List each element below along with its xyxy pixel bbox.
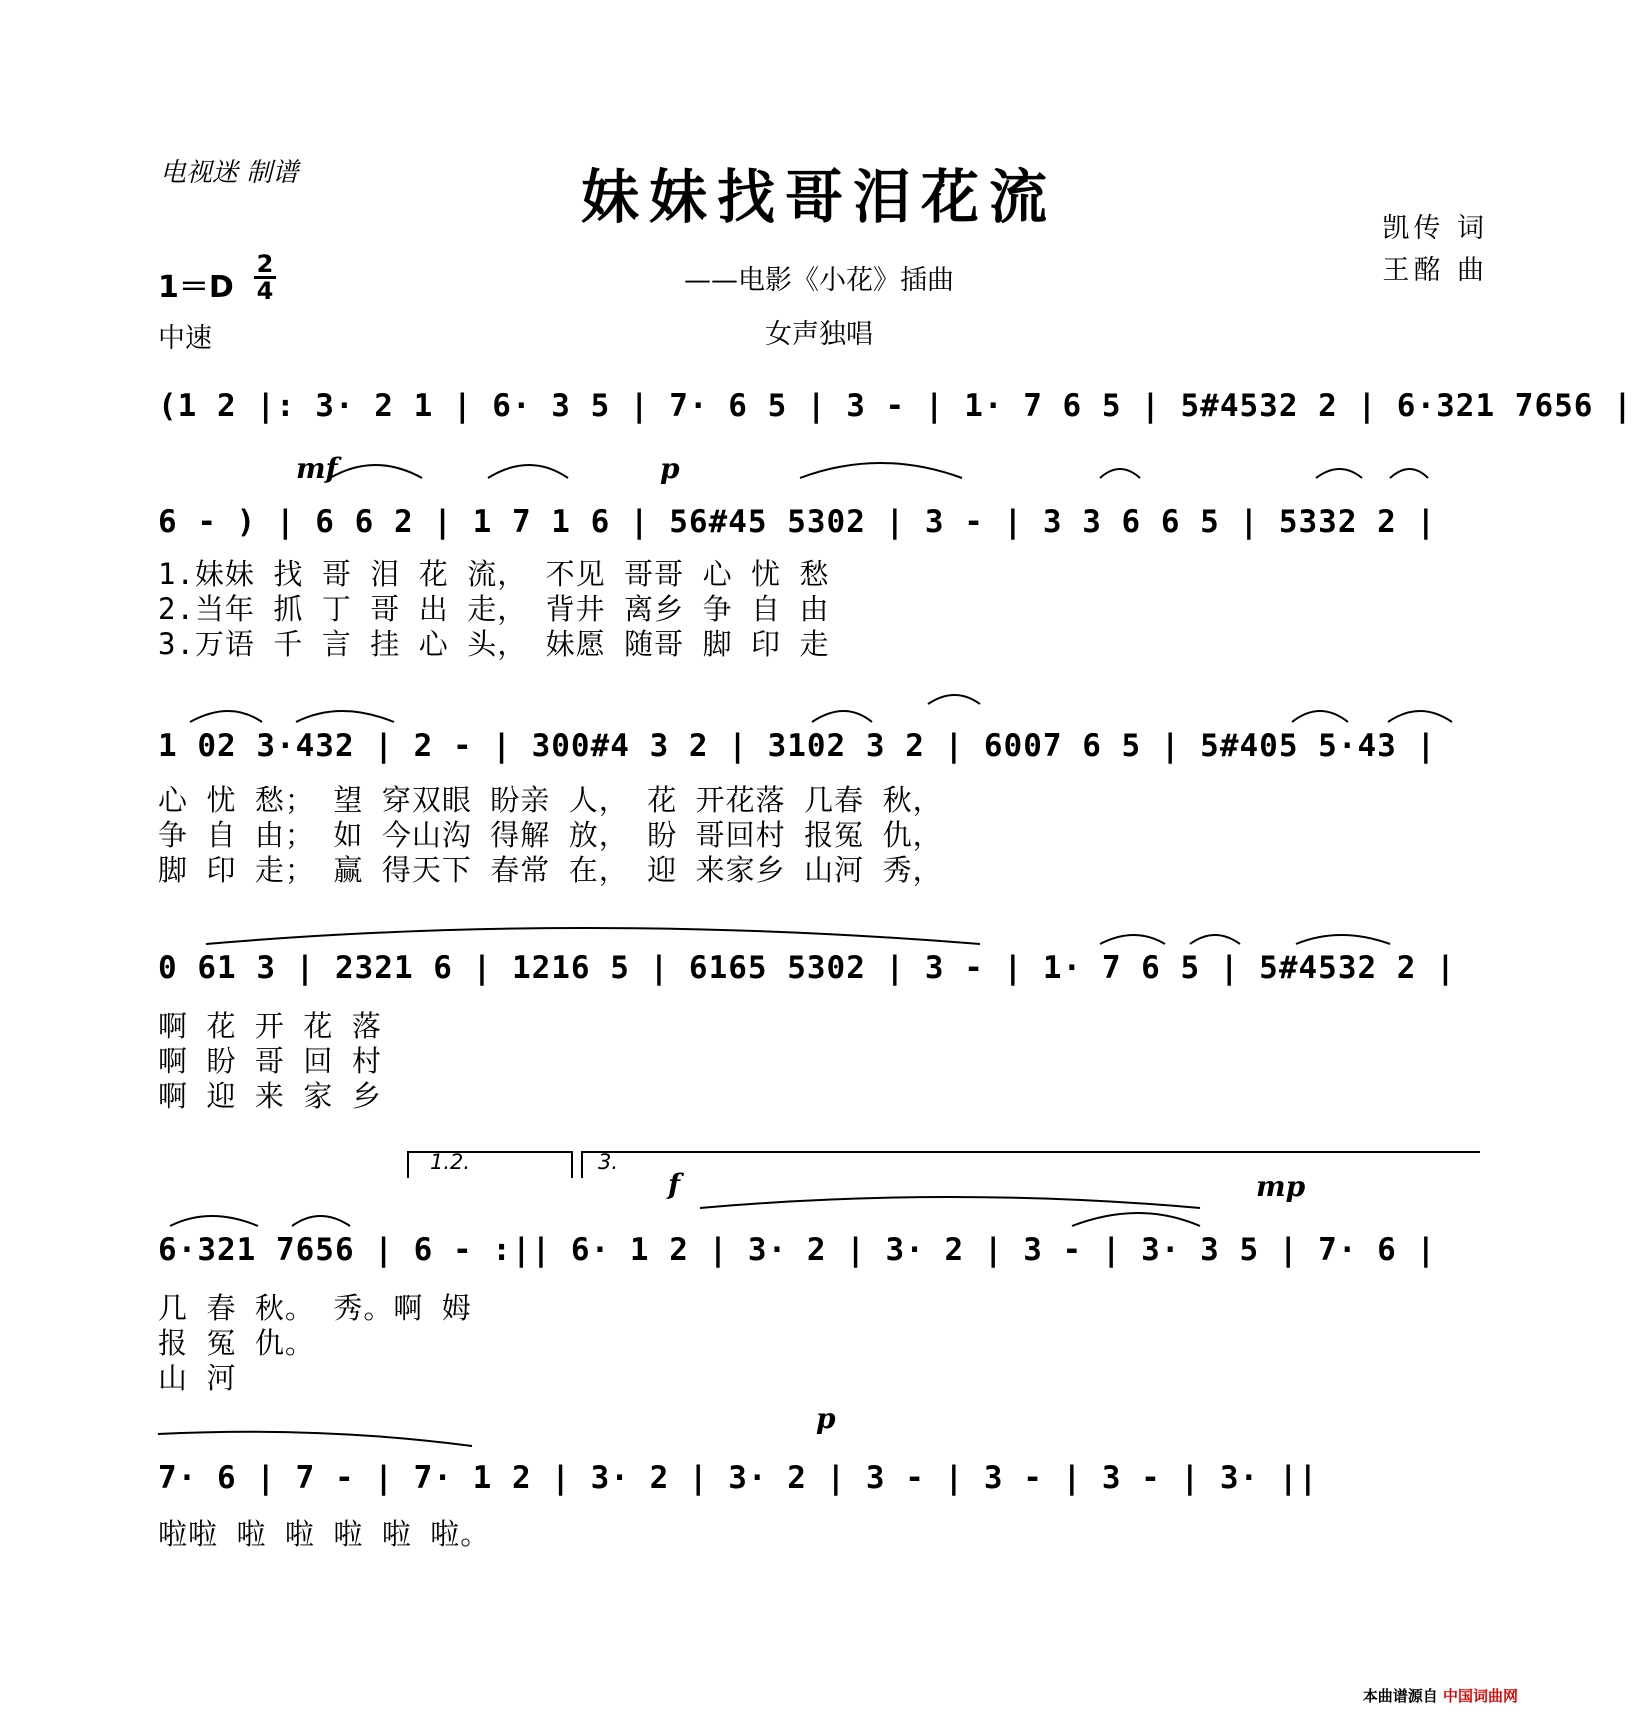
time-numerator: 2: [256, 250, 274, 278]
lyric-verse-2: 啊 盼 哥 回 村: [158, 1044, 382, 1078]
lyric-verse-1: 1.妹妹 找 哥 泪 花 流， 不见 哥哥 心 忧 愁: [158, 557, 830, 591]
lyrics-line-6: 啦啦 啦 啦 啦 啦 啦。: [158, 1517, 491, 1551]
slur: [800, 463, 962, 478]
notation-line-6: 7· 6 | 7 - | 7· 1 2 | 3· 2 | 3· 2 | 3 - | 3 - | 3 - | 3· ||: [158, 1460, 1319, 1496]
slur: [158, 1432, 472, 1446]
notation-line-2: 6 - ) | 6 6 2 | 1 7 1 6 | 56#45 5302 | 3 - | 3 3 6 6 5 | 5332 2 |: [158, 504, 1437, 540]
footer-credit: [1363, 1685, 1518, 1706]
slur: [1190, 935, 1240, 944]
slur: [170, 1216, 258, 1226]
song-subtitle: ——电影《小花》插曲: [684, 265, 954, 296]
slur: [488, 465, 568, 478]
time-denominator: 4: [256, 277, 274, 305]
lyricist-credit: 凯传 词: [1382, 213, 1488, 244]
song-title: 妹妹找哥泪花流: [580, 163, 1057, 231]
slur: [812, 711, 872, 722]
notation-line-4: 0 61 3 | 2321 6 | 1216 5 | 6165 5302 | 3 - | 1· 7 6 5 | 5#4532 2 |: [158, 950, 1456, 986]
dynamic-p: p: [660, 452, 680, 485]
dynamic-f: f: [668, 1168, 681, 1201]
dynamic-mf: mf: [296, 452, 338, 485]
tempo-marking: 中速: [158, 323, 212, 354]
slur: [1292, 711, 1348, 722]
lyric-verse-3: 啊 迎 来 家 乡: [158, 1079, 382, 1113]
arranger-credit: 电视迷 制谱: [160, 158, 299, 188]
footer-source: 本曲谱源自: [1362, 1687, 1438, 1705]
slur: [292, 1216, 350, 1226]
vocal-type: 女声独唱: [765, 319, 873, 350]
lyric-verse-2: 2.当年 抓 丁 哥 出 走， 背井 离乡 争 自 由: [158, 592, 830, 626]
slur: [190, 711, 262, 722]
lyric-verse-3: 3.万语 千 言 挂 心 头， 妹愿 随哥 脚 印 走: [158, 627, 830, 661]
slur: [1388, 711, 1452, 722]
notation-line-3: 1 02 3·432 | 2 - | 300#4 3 2 | 3102 3 2 | 6007 6 5 | 5#405 5·43 |: [158, 728, 1437, 764]
lyric-verse-1: 啊 花 开 花 落: [158, 1009, 382, 1043]
slur: [1100, 469, 1140, 478]
lyric-verse-1: 心 忧 愁； 望 穿双眼 盼亲 人， 花 开花落 几春 秋，: [158, 783, 943, 817]
slur: [206, 928, 980, 944]
composer-credit: 王酩 曲: [1382, 255, 1488, 286]
volta-bracket: [582, 1152, 1480, 1178]
lyric-verse-2: 报 冤 仇。: [158, 1326, 315, 1360]
lyric-verse-1: 几 春 秋。 秀。啊 姆: [158, 1291, 472, 1325]
dynamic-p-final: p: [816, 1402, 836, 1435]
lyric-verse-3: 山 河: [158, 1361, 237, 1395]
slur: [1390, 469, 1428, 478]
slur: [700, 1197, 1200, 1208]
slur: [1100, 935, 1165, 944]
notation-line-5: 6·321 7656 | 6 - :|| 6· 1 2 | 3· 2 | 3· 2 | 3 - | 3· 3 5 | 7· 6 |: [158, 1232, 1437, 1268]
slur: [330, 465, 422, 478]
lyric-verse-3: 脚 印 走； 赢 得天下 春常 在， 迎 来家乡 山河 秀，: [158, 853, 943, 887]
dynamic-mp: mp: [1256, 1170, 1306, 1203]
slur: [928, 695, 980, 704]
lyric-verse-2: 争 自 由； 如 今山沟 得解 放， 盼 哥回村 报冤 仇，: [158, 818, 943, 852]
slur: [296, 711, 394, 722]
volta-third-ending: 3.: [598, 1150, 619, 1174]
key-signature: 1＝D: [158, 270, 234, 305]
slur: [1296, 935, 1390, 944]
volta-bracket: [408, 1152, 572, 1178]
notation-line-1: (1 2 |: 3· 2 1 | 6· 3 5 | 7· 6 5 | 3 - | 1· 7 6 5 | 5#4532 2 | 6·321 7656 |: [158, 388, 1633, 424]
volta-first-ending: 1.2.: [430, 1150, 471, 1174]
slur: [1316, 469, 1362, 478]
slur: [1072, 1213, 1200, 1226]
footer-site: 中国词曲网: [1442, 1687, 1518, 1705]
